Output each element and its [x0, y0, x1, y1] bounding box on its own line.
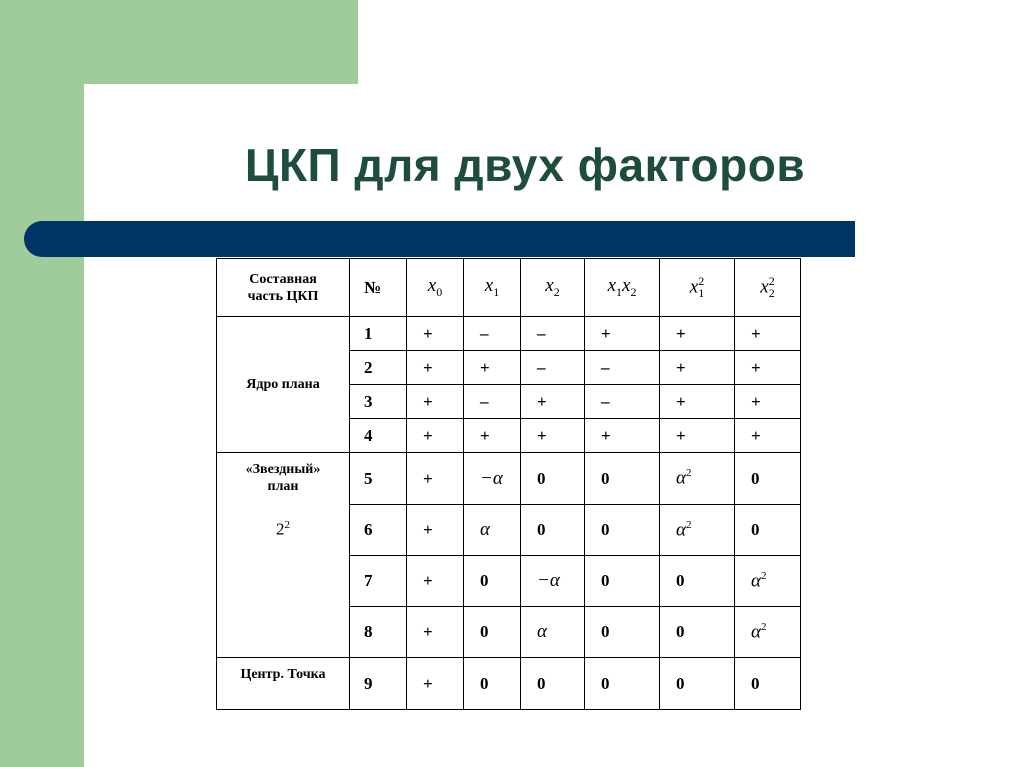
- header-x0: $x_0$: [407, 259, 464, 317]
- bar-body: [42, 221, 855, 257]
- accent-block-left: [0, 0, 84, 767]
- table-row: 6 + α 0 0 $\alpha^2$ 0: [217, 505, 801, 556]
- header-number: №: [350, 259, 407, 317]
- table-row: Ядро плана 1 + – – + + +: [217, 317, 801, 351]
- table-row: 7 + 0 −α 0 0 $\alpha^2$: [217, 556, 801, 607]
- slide-title: ЦКП для двух факторов: [244, 139, 806, 191]
- header-component: Составная часть ЦКП: [217, 259, 350, 317]
- table-row: Центр. Точка 9 + 0 0 0 0 0: [217, 658, 801, 710]
- table-row: 4 + + + + + +: [217, 419, 801, 453]
- star-design-power: $2^2$: [276, 519, 290, 539]
- title-underline-bar: [24, 221, 855, 257]
- table-row: 8 + 0 α 0 0 $\alpha^2$: [217, 607, 801, 658]
- table-header-row: [217, 259, 801, 317]
- table-row: 3 + – + – + +: [217, 385, 801, 419]
- header-x1: $x_1$: [464, 259, 521, 317]
- table-row: 2 + + – – + +: [217, 351, 801, 385]
- header-x2-squared: $x_2^2$: [735, 259, 801, 317]
- group-star: «Звездный» план $2^2$: [217, 453, 350, 658]
- header-x2: $x_2$: [521, 259, 585, 317]
- group-core: Ядро плана: [217, 317, 350, 453]
- table-row: «Звездный» план $2^2$ 5 + −α 0 0 $\alpha^2$ 0: [217, 453, 801, 505]
- header-x1-squared: $x_1^2$: [660, 259, 735, 317]
- header-x1x2: $x_1x_2$: [585, 259, 660, 317]
- ccd-table: [216, 258, 801, 710]
- group-center: Центр. Точка: [217, 658, 350, 710]
